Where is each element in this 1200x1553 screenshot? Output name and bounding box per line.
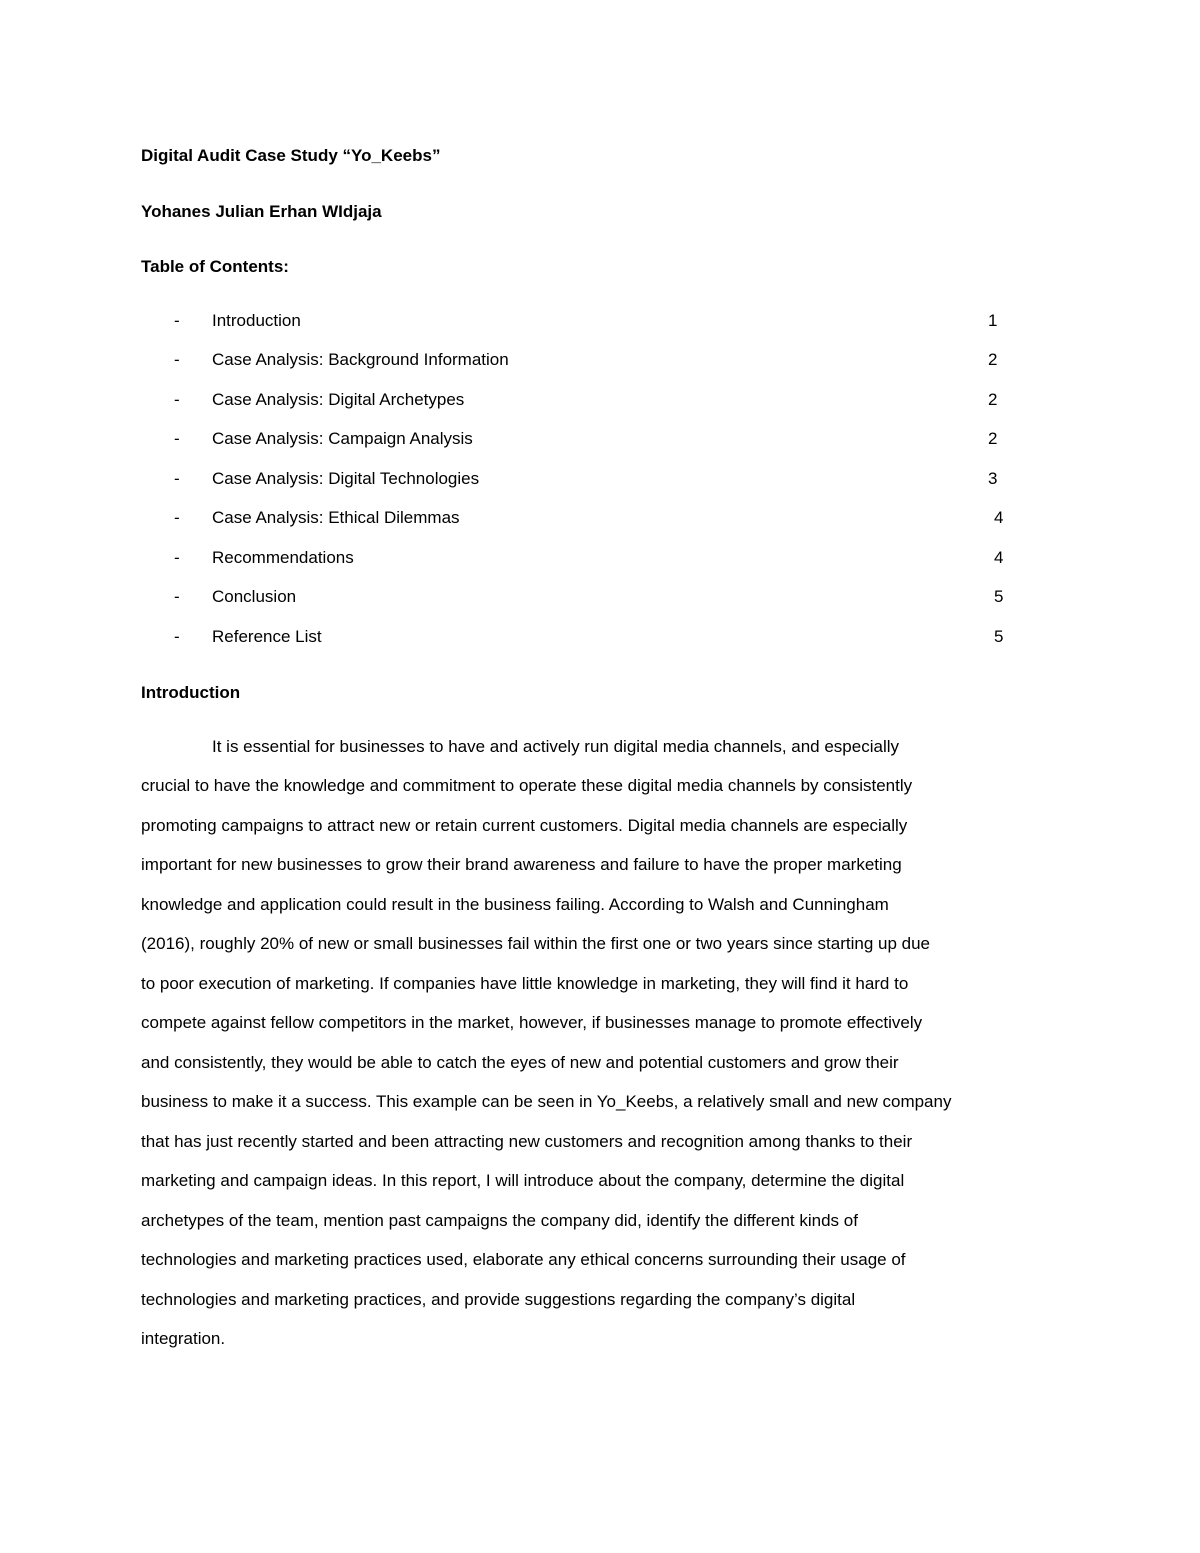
toc-item (0, 508, 1200, 532)
intro-paragraph-line: promoting campaigns to attract new or retain current customers. Digital media channels are especially (141, 816, 908, 835)
document-title: Digital Audit Case Study “Yo_Keebs” (141, 146, 441, 165)
toc-item-label: Conclusion (212, 587, 297, 606)
toc-item-page: 4 (994, 508, 1004, 527)
toc-item-page: 2 (988, 350, 998, 369)
toc-item (0, 587, 1200, 611)
toc-item (0, 311, 1200, 335)
intro-paragraph-line: business to make it a success. This example can be seen in Yo_Keebs, a relatively small and new company (141, 1092, 952, 1111)
toc-item-page: 5 (994, 627, 1004, 646)
toc-item-page: 5 (994, 587, 1004, 606)
toc-item-label: Recommendations (212, 548, 354, 567)
toc-bullet: - (174, 508, 180, 527)
intro-paragraph-line: compete against fellow competitors in the market, however, if businesses manage to promote effectively (141, 1013, 923, 1032)
toc-item-label: Case Analysis: Background Information (212, 350, 509, 369)
toc-item-label: Case Analysis: Digital Archetypes (212, 390, 465, 409)
intro-paragraph-line: to poor execution of marketing. If companies have little knowledge in marketing, they will find it hard to (141, 974, 909, 993)
introduction-heading: Introduction (141, 683, 241, 702)
toc-item-page: 1 (988, 311, 998, 330)
toc-item-label: Case Analysis: Digital Technologies (212, 469, 480, 488)
toc-item (0, 548, 1200, 572)
toc-item-label: Reference List (212, 627, 322, 646)
intro-paragraph-line: marketing and campaign ideas. In this report, I will introduce about the company, determine the digital (141, 1171, 905, 1190)
toc-bullet: - (174, 548, 180, 567)
toc-item-label: Introduction (212, 311, 301, 330)
intro-paragraph-line: important for new businesses to grow their brand awareness and failure to have the proper marketing (141, 855, 902, 874)
toc-bullet: - (174, 350, 180, 369)
toc-item (0, 627, 1200, 651)
intro-paragraph-line: (2016), roughly 20% of new or small businesses fail within the first one or two years since starting up due (141, 934, 931, 953)
toc-bullet: - (174, 587, 180, 606)
intro-paragraph-line: crucial to have the knowledge and commitment to operate these digital media channels by consistently (141, 776, 913, 795)
toc-item (0, 429, 1200, 453)
intro-paragraph-line: technologies and marketing practices, and provide suggestions regarding the company’s digital (141, 1290, 856, 1309)
toc-bullet: - (174, 429, 180, 448)
intro-paragraph-line: integration. (141, 1329, 226, 1348)
toc-bullet: - (174, 390, 180, 409)
toc-item-page: 2 (988, 429, 998, 448)
toc-item (0, 390, 1200, 414)
toc-bullet: - (174, 311, 180, 330)
toc-heading: Table of Contents: (141, 257, 289, 276)
toc-item-label: Case Analysis: Campaign Analysis (212, 429, 473, 448)
toc-item-page: 4 (994, 548, 1004, 567)
toc-item-page: 3 (988, 469, 998, 488)
toc-item (0, 350, 1200, 374)
intro-paragraph-line: archetypes of the team, mention past campaigns the company did, identify the different kinds of (141, 1211, 858, 1230)
toc-bullet: - (174, 627, 180, 646)
toc-item (0, 469, 1200, 493)
intro-paragraph-line: and consistently, they would be able to catch the eyes of new and potential customers and grow their (141, 1053, 899, 1072)
document-author: Yohanes Julian Erhan WIdjaja (141, 202, 382, 221)
intro-paragraph-line: knowledge and application could result in the business failing. According to Walsh and Cunningham (141, 895, 889, 914)
intro-paragraph-line: It is essential for businesses to have and actively run digital media channels, and especially (212, 737, 899, 756)
intro-paragraph-line: that has just recently started and been attracting new customers and recognition among thanks to their (141, 1132, 913, 1151)
toc-item-label: Case Analysis: Ethical Dilemmas (212, 508, 460, 527)
intro-paragraph-line: technologies and marketing practices used, elaborate any ethical concerns surrounding their usage of (141, 1250, 906, 1269)
toc-bullet: - (174, 469, 180, 488)
toc-item-page: 2 (988, 390, 998, 409)
